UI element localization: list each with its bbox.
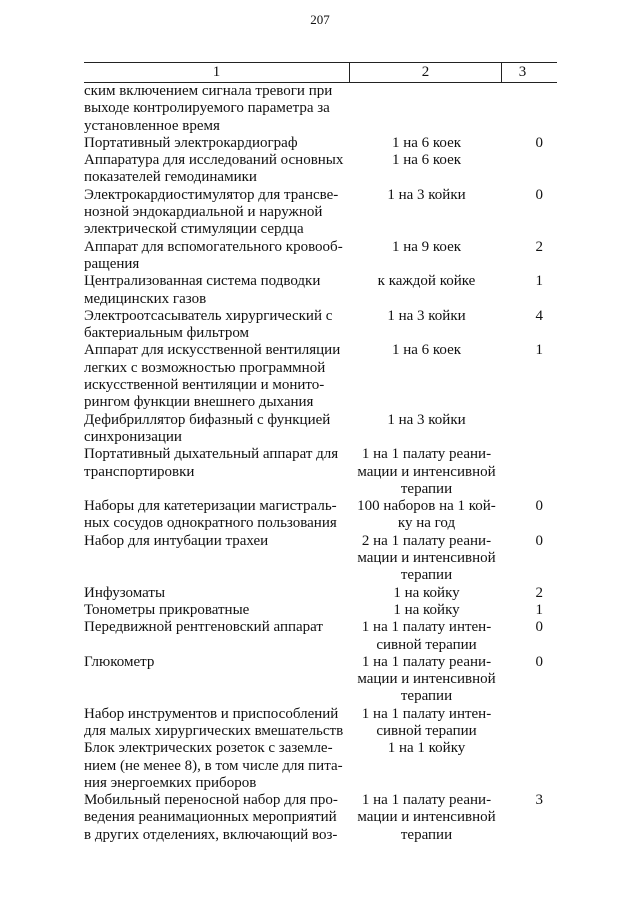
equipment-name: Централизованная система подводки медицинских газов xyxy=(84,273,321,307)
table-row xyxy=(84,740,557,792)
equipment-norm: 100 наборов на 1 кой- ку на год xyxy=(357,498,496,532)
equipment-name: Портативный дыхательный аппарат для транспортировки xyxy=(84,446,339,480)
table-row xyxy=(84,273,557,308)
equipment-count: 2 xyxy=(535,238,543,255)
table-row xyxy=(84,342,557,411)
equipment-count: 1 xyxy=(535,273,543,290)
equipment-name: Мобильный переносной набор для про- ведения реанимационных мероприятий в других отделениях, включающий воз- xyxy=(84,792,338,843)
table-body xyxy=(84,83,557,844)
equipment-norm: 1 на 1 палату интен- сивной терапии xyxy=(361,619,492,653)
equipment-norm: 1 на 6 коек xyxy=(391,152,462,169)
equipment-count xyxy=(504,446,557,498)
equipment-norm: 1 на 1 палату реани- мации и интенсивной терапии xyxy=(357,446,496,497)
equipment-norm: 1 на 1 палату реани- мации и интенсивной терапии xyxy=(357,653,496,705)
column-header-2: 2 xyxy=(350,63,502,82)
equipment-count: 3 xyxy=(535,792,543,809)
column-header-1: 1 xyxy=(84,63,350,82)
table-header xyxy=(84,62,557,83)
equipment-norm xyxy=(349,83,504,135)
equipment-count xyxy=(504,706,557,741)
equipment-name: Дефибриллятор бифазный с функцией синхронизации xyxy=(84,411,331,445)
equipment-norm: 1 на 9 коек xyxy=(391,238,462,255)
equipment-norm: 1 на 3 койки xyxy=(387,186,466,203)
equipment-norm: 1 на койку xyxy=(393,584,460,601)
equipment-name: Электрокардиостимулятор для трансве- нозной эндокардиальной и наружной электрической стимуляции сердца xyxy=(84,186,339,238)
equipment-count: 2 xyxy=(535,584,543,601)
equipment-norm: 1 на 3 койки xyxy=(387,307,466,324)
equipment-count: 1 xyxy=(535,342,543,359)
equipment-count: 0 xyxy=(535,619,543,636)
table-row xyxy=(84,706,557,741)
equipment-name: Портативный электрокардиограф xyxy=(84,134,298,151)
equipment-name: Передвижной рентгеновский аппарат xyxy=(84,619,323,636)
equipment-name: Набор инструментов и приспособлений для малых хирургических вмешательств xyxy=(84,705,344,739)
equipment-name: Аппарат для искусственной вентиляции легких с возможностью программной искусственной вентиляции и монито- рингом функции внешнего дыхания xyxy=(84,342,341,411)
equipment-table xyxy=(84,62,557,844)
equipment-name: ским включением сигнала тревоги при выходе контролируемого параметра за установленное время xyxy=(84,83,333,134)
equipment-count xyxy=(504,152,557,187)
equipment-count: 0 xyxy=(535,653,543,670)
column-header-3: 3 xyxy=(518,64,527,80)
equipment-norm: 1 на 1 койку xyxy=(387,740,466,757)
equipment-count: 0 xyxy=(535,134,543,151)
equipment-norm: 1 на 3 койки xyxy=(387,411,466,428)
equipment-norm: 1 на 6 коек xyxy=(391,342,462,359)
table-row xyxy=(84,792,557,844)
table-row xyxy=(84,654,557,706)
table-row xyxy=(84,187,557,239)
equipment-name: Инфузоматы xyxy=(84,584,166,601)
equipment-name: Электроотсасыватель хирургический с бактериальным фильтром xyxy=(84,307,333,342)
table-row xyxy=(84,412,557,447)
equipment-norm: 2 на 1 палату реани- мации и интенсивной терапии xyxy=(357,532,496,584)
equipment-name: Тонометры прикроватные xyxy=(84,601,250,618)
table-row xyxy=(84,152,557,187)
equipment-count: 0 xyxy=(535,186,543,203)
equipment-norm: 1 на 1 палату интен- сивной терапии xyxy=(361,705,492,739)
equipment-name: Наборы для катетеризации магистраль- ных сосудов однократного пользования xyxy=(84,498,337,532)
table-row xyxy=(84,83,557,135)
table-row xyxy=(84,135,557,152)
equipment-count: 0 xyxy=(535,532,543,549)
table-row xyxy=(84,585,557,602)
table-row xyxy=(84,308,557,343)
equipment-count: 0 xyxy=(535,498,543,515)
equipment-count xyxy=(504,83,557,135)
table-row xyxy=(84,602,557,619)
equipment-name: Аппарат для вспомогательного кровооб- ращения xyxy=(84,238,343,272)
equipment-count: 4 xyxy=(535,307,543,324)
table-row xyxy=(84,239,557,274)
equipment-count xyxy=(504,740,557,792)
table-row xyxy=(84,619,557,654)
equipment-name: Аппаратура для исследований основных показателей гемодинамики xyxy=(84,152,344,186)
equipment-name: Глюкометр xyxy=(84,653,155,670)
equipment-norm: 1 на койку xyxy=(393,601,460,618)
equipment-name: Набор для интубации трахеи xyxy=(84,532,269,549)
page-number: 207 xyxy=(310,12,330,27)
equipment-count: 1 xyxy=(535,601,543,618)
table-row xyxy=(84,533,557,585)
equipment-norm: к каждой койке xyxy=(377,273,476,290)
equipment-count xyxy=(504,412,557,447)
table-row xyxy=(84,498,557,533)
equipment-norm: 1 на 1 палату реани- мации и интенсивной терапии xyxy=(357,792,496,843)
equipment-name: Блок электрических розеток с заземле- нием (не менее 8), в том числе для пита- ния энергоемких приборов xyxy=(84,740,343,791)
equipment-norm: 1 на 6 коек xyxy=(391,134,462,151)
table-row xyxy=(84,446,557,498)
